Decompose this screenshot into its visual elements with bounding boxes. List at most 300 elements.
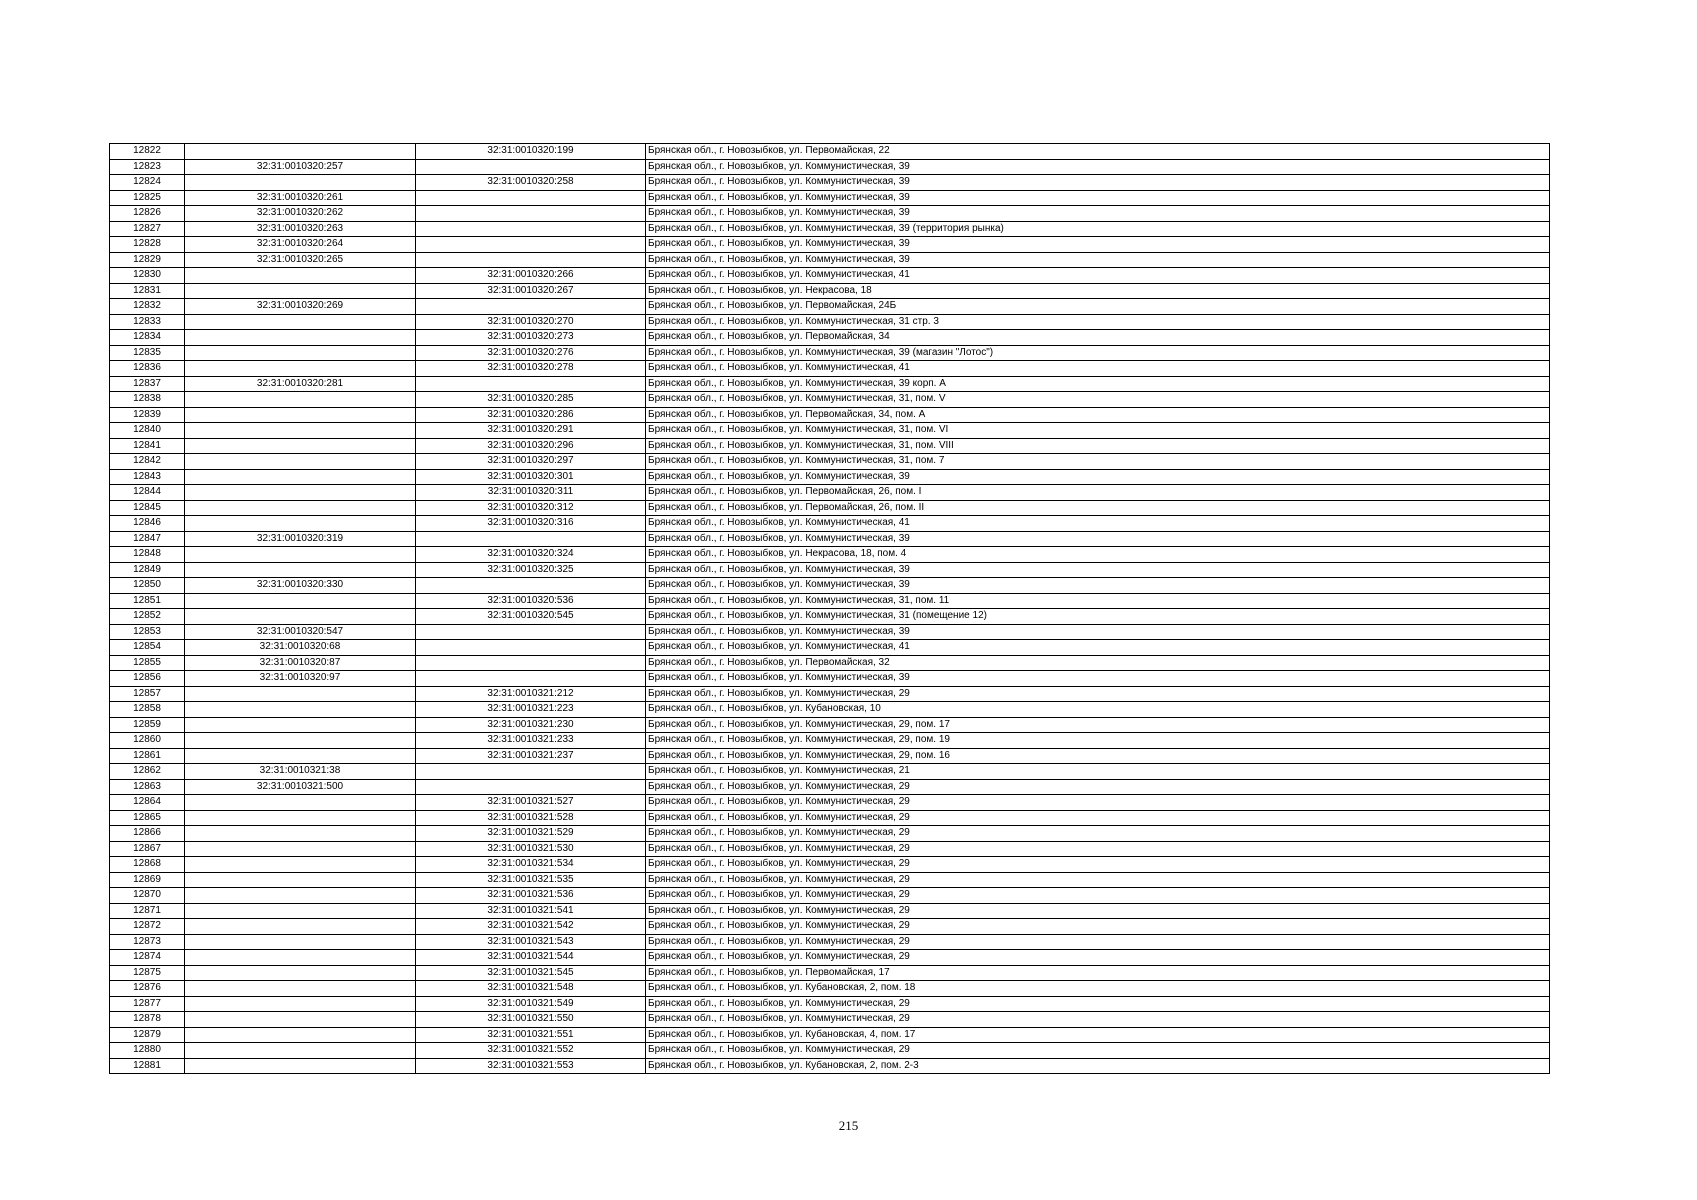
row-number-cell: 12825 — [110, 190, 185, 206]
row-number-cell: 12841 — [110, 438, 185, 454]
table-row — [110, 562, 1550, 578]
address-cell: Брянская обл., г. Новозыбков, ул. Коммунистическая, 29 — [646, 950, 1550, 966]
cadastral-number-cell-b — [416, 531, 646, 547]
cadastral-number-cell-b — [416, 221, 646, 237]
cadastral-number-cell-b: 32:31:0010321:535 — [416, 872, 646, 888]
address-cell: Брянская обл., г. Новозыбков, ул. Коммунистическая, 29 — [646, 996, 1550, 1012]
address-cell: Брянская обл., г. Новозыбков, ул. Коммунистическая, 31, пом. 11 — [646, 593, 1550, 609]
cadastral-number-cell-a — [185, 144, 416, 160]
row-number-cell: 12866 — [110, 826, 185, 842]
cadastral-number-cell-a — [185, 268, 416, 284]
cadastral-number-cell-a — [185, 826, 416, 842]
cadastral-number-cell-a — [185, 407, 416, 423]
cadastral-number-cell-a: 32:31:0010320:319 — [185, 531, 416, 547]
row-number-cell: 12871 — [110, 903, 185, 919]
row-number-cell: 12870 — [110, 888, 185, 904]
cadastral-number-cell-b — [416, 252, 646, 268]
row-number-cell: 12876 — [110, 981, 185, 997]
cadastral-number-cell-a — [185, 702, 416, 718]
address-cell: Брянская обл., г. Новозыбков, ул. Некрасова, 18, пом. 4 — [646, 547, 1550, 563]
row-number-cell: 12854 — [110, 640, 185, 656]
row-number-cell: 12873 — [110, 934, 185, 950]
row-number-cell: 12835 — [110, 345, 185, 361]
address-cell: Брянская обл., г. Новозыбков, ул. Коммунистическая, 29 — [646, 826, 1550, 842]
row-number-cell: 12874 — [110, 950, 185, 966]
row-number-cell: 12823 — [110, 159, 185, 175]
address-cell: Брянская обл., г. Новозыбков, ул. Коммунистическая, 39 — [646, 237, 1550, 253]
table-row — [110, 686, 1550, 702]
row-number-cell: 12855 — [110, 655, 185, 671]
cadastral-number-cell-b: 32:31:0010321:541 — [416, 903, 646, 919]
cadastral-number-cell-b — [416, 206, 646, 222]
table-row — [110, 779, 1550, 795]
row-number-cell: 12829 — [110, 252, 185, 268]
table-row — [110, 252, 1550, 268]
cadastral-number-cell-b: 32:31:0010321:551 — [416, 1027, 646, 1043]
cadastral-number-cell-a — [185, 423, 416, 439]
cadastral-number-cell-b: 32:31:0010321:223 — [416, 702, 646, 718]
table-row — [110, 283, 1550, 299]
table-row — [110, 516, 1550, 532]
address-cell: Брянская обл., г. Новозыбков, ул. Коммунистическая, 39 корп. А — [646, 376, 1550, 392]
cadastral-number-cell-a: 32:31:0010320:263 — [185, 221, 416, 237]
cadastral-number-cell-b: 32:31:0010320:276 — [416, 345, 646, 361]
cadastral-number-cell-b: 32:31:0010320:324 — [416, 547, 646, 563]
row-number-cell: 12840 — [110, 423, 185, 439]
row-number-cell: 12859 — [110, 717, 185, 733]
row-number-cell: 12857 — [110, 686, 185, 702]
address-cell: Брянская обл., г. Новозыбков, ул. Первомайская, 34, пом. А — [646, 407, 1550, 423]
table-row — [110, 671, 1550, 687]
cadastral-number-cell-a: 32:31:0010320:269 — [185, 299, 416, 315]
address-cell: Брянская обл., г. Новозыбков, ул. Коммунистическая, 29 — [646, 872, 1550, 888]
row-number-cell: 12828 — [110, 237, 185, 253]
cadastral-number-cell-b: 32:31:0010321:543 — [416, 934, 646, 950]
address-cell: Брянская обл., г. Новозыбков, ул. Кубановская, 2, пом. 2-3 — [646, 1058, 1550, 1074]
table-row — [110, 314, 1550, 330]
row-number-cell: 12856 — [110, 671, 185, 687]
address-cell: Брянская обл., г. Новозыбков, ул. Коммунистическая, 31, пом. VI — [646, 423, 1550, 439]
table-row — [110, 717, 1550, 733]
cadastral-number-cell-a: 32:31:0010320:264 — [185, 237, 416, 253]
table-row — [110, 640, 1550, 656]
cadastral-number-cell-a — [185, 500, 416, 516]
address-cell: Брянская обл., г. Новозыбков, ул. Коммунистическая, 29 — [646, 888, 1550, 904]
table-row — [110, 299, 1550, 315]
table-row — [110, 578, 1550, 594]
address-cell: Брянская обл., г. Новозыбков, ул. Коммунистическая, 39 — [646, 578, 1550, 594]
address-cell: Брянская обл., г. Новозыбков, ул. Первомайская, 24Б — [646, 299, 1550, 315]
cadastral-number-cell-b: 32:31:0010321:536 — [416, 888, 646, 904]
row-number-cell: 12842 — [110, 454, 185, 470]
address-cell: Брянская обл., г. Новозыбков, ул. Коммунистическая, 39 — [646, 562, 1550, 578]
table-row — [110, 934, 1550, 950]
row-number-cell: 12852 — [110, 609, 185, 625]
cadastral-number-cell-b: 32:31:0010321:549 — [416, 996, 646, 1012]
table-row — [110, 702, 1550, 718]
row-number-cell: 12822 — [110, 144, 185, 160]
row-number-cell: 12861 — [110, 748, 185, 764]
cadastral-number-cell-a — [185, 1027, 416, 1043]
cadastral-number-cell-b — [416, 779, 646, 795]
cadastral-number-cell-a: 32:31:0010320:257 — [185, 159, 416, 175]
cadastral-number-cell-b — [416, 237, 646, 253]
address-cell: Брянская обл., г. Новозыбков, ул. Коммунистическая, 41 — [646, 361, 1550, 377]
cadastral-number-cell-b: 32:31:0010320:536 — [416, 593, 646, 609]
address-cell: Брянская обл., г. Новозыбков, ул. Первомайская, 17 — [646, 965, 1550, 981]
table-row — [110, 221, 1550, 237]
address-cell: Брянская обл., г. Новозыбков, ул. Коммунистическая, 29 — [646, 795, 1550, 811]
table-row — [110, 547, 1550, 563]
cadastral-number-cell-b: 32:31:0010320:278 — [416, 361, 646, 377]
cadastral-number-cell-b: 32:31:0010321:548 — [416, 981, 646, 997]
address-cell: Брянская обл., г. Новозыбков, ул. Коммунистическая, 29, пом. 19 — [646, 733, 1550, 749]
cadastral-number-cell-b — [416, 159, 646, 175]
address-cell: Брянская обл., г. Новозыбков, ул. Коммунистическая, 29 — [646, 686, 1550, 702]
table-row — [110, 1027, 1550, 1043]
cadastral-number-cell-a — [185, 733, 416, 749]
address-cell: Брянская обл., г. Новозыбков, ул. Коммунистическая, 29 — [646, 1012, 1550, 1028]
address-cell: Брянская обл., г. Новозыбков, ул. Коммунистическая, 39 — [646, 175, 1550, 191]
cadastral-number-cell-a — [185, 516, 416, 532]
row-number-cell: 12881 — [110, 1058, 185, 1074]
cadastral-number-cell-b: 32:31:0010320:311 — [416, 485, 646, 501]
cadastral-number-cell-b: 32:31:0010320:297 — [416, 454, 646, 470]
cadastral-number-cell-a: 32:31:0010320:262 — [185, 206, 416, 222]
cadastral-number-cell-a — [185, 950, 416, 966]
address-cell: Брянская обл., г. Новозыбков, ул. Коммунистическая, 39 (территория рынка) — [646, 221, 1550, 237]
row-number-cell: 12865 — [110, 810, 185, 826]
cadastral-number-cell-a: 32:31:0010320:261 — [185, 190, 416, 206]
cadastral-number-cell-a — [185, 283, 416, 299]
cadastral-number-cell-a — [185, 686, 416, 702]
cadastral-number-cell-b: 32:31:0010320:312 — [416, 500, 646, 516]
row-number-cell: 12824 — [110, 175, 185, 191]
address-cell: Брянская обл., г. Новозыбков, ул. Кубановская, 2, пом. 18 — [646, 981, 1550, 997]
cadastral-number-cell-b: 32:31:0010321:230 — [416, 717, 646, 733]
cadastral-number-cell-a: 32:31:0010320:330 — [185, 578, 416, 594]
cadastral-number-cell-b: 32:31:0010321:530 — [416, 841, 646, 857]
row-number-cell: 12867 — [110, 841, 185, 857]
table-row — [110, 593, 1550, 609]
table-row — [110, 190, 1550, 206]
cadastral-number-cell-a — [185, 454, 416, 470]
cadastral-number-cell-a: 32:31:0010320:97 — [185, 671, 416, 687]
cadastral-number-cell-b: 32:31:0010321:542 — [416, 919, 646, 935]
table-row — [110, 407, 1550, 423]
row-number-cell: 12827 — [110, 221, 185, 237]
row-number-cell: 12839 — [110, 407, 185, 423]
cadastral-number-cell-a — [185, 965, 416, 981]
table-body — [110, 144, 1550, 1074]
table-row — [110, 175, 1550, 191]
table-row — [110, 655, 1550, 671]
table-row — [110, 1058, 1550, 1074]
table-row — [110, 500, 1550, 516]
address-cell: Брянская обл., г. Новозыбков, ул. Коммунистическая, 39 — [646, 252, 1550, 268]
cadastral-number-cell-b — [416, 624, 646, 640]
cadastral-number-cell-a — [185, 857, 416, 873]
cadastral-number-cell-a — [185, 903, 416, 919]
table-row — [110, 810, 1550, 826]
cadastral-number-cell-b — [416, 640, 646, 656]
row-number-cell: 12860 — [110, 733, 185, 749]
row-number-cell: 12850 — [110, 578, 185, 594]
row-number-cell: 12836 — [110, 361, 185, 377]
table-row — [110, 361, 1550, 377]
address-cell: Брянская обл., г. Новозыбков, ул. Коммунистическая, 29, пом. 16 — [646, 748, 1550, 764]
address-cell: Брянская обл., г. Новозыбков, ул. Коммунистическая, 39 — [646, 190, 1550, 206]
table-row — [110, 159, 1550, 175]
address-cell: Брянская обл., г. Новозыбков, ул. Коммунистическая, 29 — [646, 810, 1550, 826]
cadastral-number-cell-b: 32:31:0010321:528 — [416, 810, 646, 826]
cadastral-number-cell-a — [185, 996, 416, 1012]
cadastral-number-cell-b: 32:31:0010321:529 — [416, 826, 646, 842]
table-row — [110, 330, 1550, 346]
cadastral-number-cell-a — [185, 438, 416, 454]
table-row — [110, 392, 1550, 408]
table-row — [110, 454, 1550, 470]
cadastral-number-cell-b: 32:31:0010320:258 — [416, 175, 646, 191]
table-row — [110, 888, 1550, 904]
cadastral-number-cell-a — [185, 392, 416, 408]
row-number-cell: 12880 — [110, 1043, 185, 1059]
cadastral-number-cell-b — [416, 299, 646, 315]
table-row — [110, 795, 1550, 811]
cadastral-number-cell-a — [185, 562, 416, 578]
cadastral-number-cell-a — [185, 717, 416, 733]
row-number-cell: 12868 — [110, 857, 185, 873]
cadastral-number-cell-a: 32:31:0010321:38 — [185, 764, 416, 780]
address-cell: Брянская обл., г. Новозыбков, ул. Коммунистическая, 29 — [646, 1043, 1550, 1059]
row-number-cell: 12845 — [110, 500, 185, 516]
cadastral-number-cell-a — [185, 547, 416, 563]
table-row — [110, 950, 1550, 966]
cadastral-number-cell-a: 32:31:0010320:281 — [185, 376, 416, 392]
cadastral-number-cell-b: 32:31:0010320:296 — [416, 438, 646, 454]
address-cell: Брянская обл., г. Новозыбков, ул. Коммунистическая, 29 — [646, 903, 1550, 919]
address-cell: Брянская обл., г. Новозыбков, ул. Коммунистическая, 31, пом. 7 — [646, 454, 1550, 470]
address-cell: Брянская обл., г. Новозыбков, ул. Коммунистическая, 29, пом. 17 — [646, 717, 1550, 733]
row-number-cell: 12848 — [110, 547, 185, 563]
table-row — [110, 857, 1550, 873]
cadastral-number-cell-a — [185, 795, 416, 811]
row-number-cell: 12849 — [110, 562, 185, 578]
cadastral-number-cell-b: 32:31:0010321:212 — [416, 686, 646, 702]
address-cell: Брянская обл., г. Новозыбков, ул. Коммунистическая, 29 — [646, 934, 1550, 950]
address-cell: Брянская обл., г. Новозыбков, ул. Первомайская, 26, пом. II — [646, 500, 1550, 516]
row-number-cell: 12831 — [110, 283, 185, 299]
cadastral-number-cell-b: 32:31:0010320:291 — [416, 423, 646, 439]
row-number-cell: 12837 — [110, 376, 185, 392]
cadastral-number-cell-b: 32:31:0010320:270 — [416, 314, 646, 330]
cadastral-number-cell-a — [185, 345, 416, 361]
table-row — [110, 531, 1550, 547]
cadastral-number-cell-a: 32:31:0010320:265 — [185, 252, 416, 268]
table-row — [110, 965, 1550, 981]
cadastral-number-cell-a — [185, 810, 416, 826]
address-cell: Брянская обл., г. Новозыбков, ул. Коммунистическая, 41 — [646, 516, 1550, 532]
table-row — [110, 609, 1550, 625]
row-number-cell: 12877 — [110, 996, 185, 1012]
table-row — [110, 1043, 1550, 1059]
row-number-cell: 12875 — [110, 965, 185, 981]
address-cell: Брянская обл., г. Новозыбков, ул. Коммунистическая, 41 — [646, 268, 1550, 284]
cadastral-number-cell-a — [185, 1058, 416, 1074]
cadastral-number-cell-a — [185, 593, 416, 609]
row-number-cell: 12830 — [110, 268, 185, 284]
row-number-cell: 12878 — [110, 1012, 185, 1028]
address-cell: Брянская обл., г. Новозыбков, ул. Первомайская, 34 — [646, 330, 1550, 346]
cadastral-number-cell-a — [185, 872, 416, 888]
address-cell: Брянская обл., г. Новозыбков, ул. Коммунистическая, 29 — [646, 919, 1550, 935]
row-number-cell: 12844 — [110, 485, 185, 501]
cadastral-number-cell-a: 32:31:0010320:547 — [185, 624, 416, 640]
cadastral-number-cell-a — [185, 330, 416, 346]
address-cell: Брянская обл., г. Новозыбков, ул. Коммунистическая, 39 (магазин "Лотос") — [646, 345, 1550, 361]
cadastral-number-cell-b: 32:31:0010320:301 — [416, 469, 646, 485]
cadastral-number-cell-a — [185, 934, 416, 950]
cadastral-number-cell-b: 32:31:0010320:285 — [416, 392, 646, 408]
cadastral-number-cell-a — [185, 981, 416, 997]
address-cell: Брянская обл., г. Новозыбков, ул. Первомайская, 22 — [646, 144, 1550, 160]
cadastral-number-cell-a — [185, 314, 416, 330]
table-row — [110, 268, 1550, 284]
cadastral-number-cell-b: 32:31:0010320:316 — [416, 516, 646, 532]
table-row — [110, 919, 1550, 935]
cadastral-number-cell-b — [416, 376, 646, 392]
cadastral-number-cell-b: 32:31:0010321:233 — [416, 733, 646, 749]
row-number-cell: 12832 — [110, 299, 185, 315]
cadastral-number-cell-a — [185, 469, 416, 485]
cadastral-number-cell-b: 32:31:0010320:266 — [416, 268, 646, 284]
address-cell: Брянская обл., г. Новозыбков, ул. Коммунистическая, 39 — [646, 159, 1550, 175]
address-cell: Брянская обл., г. Новозыбков, ул. Коммунистическая, 29 — [646, 779, 1550, 795]
row-number-cell: 12851 — [110, 593, 185, 609]
address-cell: Брянская обл., г. Новозыбков, ул. Коммунистическая, 39 — [646, 671, 1550, 687]
table-row — [110, 733, 1550, 749]
row-number-cell: 12869 — [110, 872, 185, 888]
table-row — [110, 485, 1550, 501]
address-cell: Брянская обл., г. Новозыбков, ул. Коммунистическая, 21 — [646, 764, 1550, 780]
cadastral-number-cell-b — [416, 671, 646, 687]
table-row — [110, 345, 1550, 361]
table-row — [110, 376, 1550, 392]
address-cell: Брянская обл., г. Новозыбков, ул. Коммунистическая, 31 стр. 3 — [646, 314, 1550, 330]
address-cell: Брянская обл., г. Новозыбков, ул. Коммунистическая, 31, пом. V — [646, 392, 1550, 408]
table-row — [110, 624, 1550, 640]
table-row — [110, 438, 1550, 454]
address-cell: Брянская обл., г. Новозыбков, ул. Коммунистическая, 39 — [646, 469, 1550, 485]
address-cell: Брянская обл., г. Новозыбков, ул. Коммунистическая, 29 — [646, 841, 1550, 857]
table-row — [110, 1012, 1550, 1028]
cadastral-number-cell-b: 32:31:0010321:237 — [416, 748, 646, 764]
cadastral-number-cell-a — [185, 361, 416, 377]
cadastral-number-cell-a — [185, 1043, 416, 1059]
table-row — [110, 237, 1550, 253]
address-cell: Брянская обл., г. Новозыбков, ул. Некрасова, 18 — [646, 283, 1550, 299]
row-number-cell: 12853 — [110, 624, 185, 640]
row-number-cell: 12862 — [110, 764, 185, 780]
row-number-cell: 12847 — [110, 531, 185, 547]
cadastral-number-cell-a: 32:31:0010320:68 — [185, 640, 416, 656]
address-cell: Брянская обл., г. Новозыбков, ул. Коммунистическая, 41 — [646, 640, 1550, 656]
cadastral-number-cell-b: 32:31:0010321:553 — [416, 1058, 646, 1074]
table-row — [110, 826, 1550, 842]
row-number-cell: 12872 — [110, 919, 185, 935]
table-row — [110, 872, 1550, 888]
address-cell: Брянская обл., г. Новозыбков, ул. Кубановская, 4, пом. 17 — [646, 1027, 1550, 1043]
table-row — [110, 981, 1550, 997]
cadastral-number-cell-a — [185, 919, 416, 935]
cadastral-number-cell-a — [185, 841, 416, 857]
cadastral-number-cell-b: 32:31:0010320:199 — [416, 144, 646, 160]
row-number-cell: 12826 — [110, 206, 185, 222]
address-cell: Брянская обл., г. Новозыбков, ул. Коммунистическая, 29 — [646, 857, 1550, 873]
cadastral-number-cell-b — [416, 655, 646, 671]
cadastral-number-cell-b: 32:31:0010321:534 — [416, 857, 646, 873]
cadastral-number-cell-b: 32:31:0010320:273 — [416, 330, 646, 346]
cadastral-number-cell-a: 32:31:0010320:87 — [185, 655, 416, 671]
row-number-cell: 12879 — [110, 1027, 185, 1043]
row-number-cell: 12843 — [110, 469, 185, 485]
cadastral-number-cell-b: 32:31:0010320:286 — [416, 407, 646, 423]
page-number: 215 — [838, 1118, 859, 1133]
table-row — [110, 144, 1550, 160]
cadastral-number-cell-b: 32:31:0010320:267 — [416, 283, 646, 299]
cadastral-number-cell-a — [185, 485, 416, 501]
table-row — [110, 903, 1550, 919]
address-cell: Брянская обл., г. Новозыбков, ул. Коммунистическая, 39 — [646, 624, 1550, 640]
table-row — [110, 469, 1550, 485]
cadastral-number-cell-b: 32:31:0010321:552 — [416, 1043, 646, 1059]
cadastral-number-cell-b: 32:31:0010321:545 — [416, 965, 646, 981]
row-number-cell: 12863 — [110, 779, 185, 795]
address-cell: Брянская обл., г. Новозыбков, ул. Коммунистическая, 31, пом. VIII — [646, 438, 1550, 454]
row-number-cell: 12838 — [110, 392, 185, 408]
cadastral-number-cell-b: 32:31:0010321:550 — [416, 1012, 646, 1028]
address-cell: Брянская обл., г. Новозыбков, ул. Кубановская, 10 — [646, 702, 1550, 718]
cadastral-number-cell-b — [416, 764, 646, 780]
cadastral-number-cell-b: 32:31:0010320:325 — [416, 562, 646, 578]
row-number-cell: 12833 — [110, 314, 185, 330]
address-cell: Брянская обл., г. Новозыбков, ул. Коммунистическая, 39 — [646, 206, 1550, 222]
address-cell: Брянская обл., г. Новозыбков, ул. Коммунистическая, 31 (помещение 12) — [646, 609, 1550, 625]
row-number-cell: 12846 — [110, 516, 185, 532]
row-number-cell: 12858 — [110, 702, 185, 718]
cadastral-number-cell-b: 32:31:0010321:527 — [416, 795, 646, 811]
address-cell: Брянская обл., г. Новозыбков, ул. Коммунистическая, 39 — [646, 531, 1550, 547]
table-row — [110, 748, 1550, 764]
address-cell: Брянская обл., г. Новозыбков, ул. Первомайская, 26, пом. I — [646, 485, 1550, 501]
address-cell: Брянская обл., г. Новозыбков, ул. Первомайская, 32 — [646, 655, 1550, 671]
cadastral-number-cell-b — [416, 578, 646, 594]
cadastral-number-cell-a — [185, 609, 416, 625]
row-number-cell: 12864 — [110, 795, 185, 811]
row-number-cell: 12834 — [110, 330, 185, 346]
table-row — [110, 423, 1550, 439]
cadastral-number-cell-b: 32:31:0010320:545 — [416, 609, 646, 625]
cadastral-number-cell-b — [416, 190, 646, 206]
cadastral-number-cell-a — [185, 1012, 416, 1028]
table-row — [110, 841, 1550, 857]
cadastral-number-cell-a — [185, 748, 416, 764]
table-row — [110, 764, 1550, 780]
cadastral-number-cell-a: 32:31:0010321:500 — [185, 779, 416, 795]
cadastral-number-cell-a — [185, 175, 416, 191]
cadastral-number-cell-b: 32:31:0010321:544 — [416, 950, 646, 966]
cadastral-number-cell-a — [185, 888, 416, 904]
